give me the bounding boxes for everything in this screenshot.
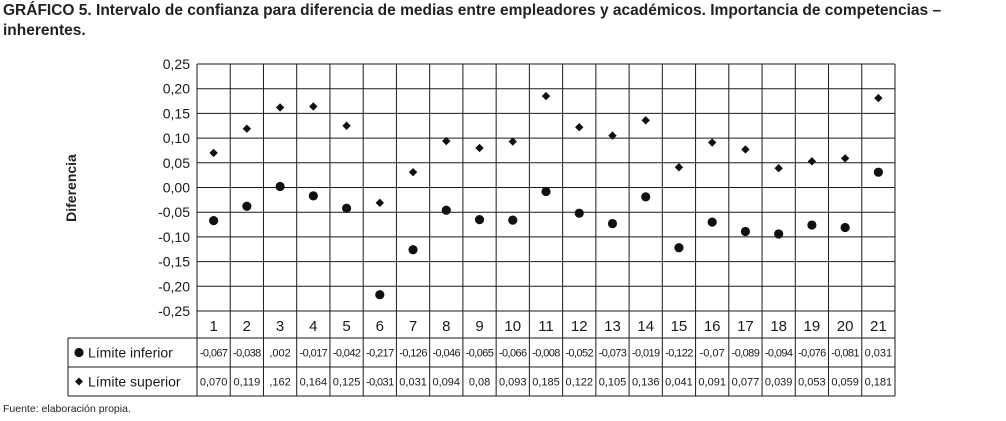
legend-label: Límite inferior bbox=[88, 344, 173, 361]
table-cell-value: 0,091 bbox=[698, 376, 726, 389]
table-cell-value: 0,093 bbox=[498, 376, 527, 389]
x-tick-label: 4 bbox=[309, 318, 318, 335]
y-tick-label: -0,05 bbox=[158, 204, 190, 221]
y-tick-label: 0,15 bbox=[162, 105, 190, 122]
x-tick-label: 19 bbox=[803, 318, 821, 335]
data-point-inferior bbox=[408, 245, 417, 254]
x-tick-label: 20 bbox=[836, 318, 854, 335]
table-cell-value: 0,136 bbox=[631, 376, 660, 389]
table-cell-value: -0,07 bbox=[699, 347, 725, 360]
data-point-superior bbox=[808, 157, 816, 165]
table-cell-value: 0,039 bbox=[764, 376, 793, 389]
x-tick-label: 8 bbox=[442, 318, 451, 335]
data-point-inferior bbox=[807, 220, 816, 229]
y-tick-label: 0,05 bbox=[162, 154, 190, 171]
y-tick-label: 0,00 bbox=[162, 179, 190, 196]
x-tick-label: 3 bbox=[275, 318, 285, 335]
data-point-inferior bbox=[608, 219, 617, 228]
legend-marker-superior bbox=[75, 378, 83, 386]
y-tick-label: -0,10 bbox=[158, 228, 190, 245]
x-tick-label: 10 bbox=[504, 318, 522, 335]
data-point-inferior bbox=[541, 187, 550, 196]
table-cell-value: 0,122 bbox=[565, 376, 594, 389]
table-cell-value: 0,185 bbox=[532, 376, 560, 389]
x-tick-label: 21 bbox=[870, 318, 887, 335]
x-tick-label: 12 bbox=[570, 318, 588, 335]
table-cell-value: 0,059 bbox=[831, 376, 859, 389]
data-point-inferior bbox=[209, 216, 218, 225]
data-point-superior bbox=[841, 154, 849, 162]
data-point-inferior bbox=[475, 215, 484, 224]
x-tick-label: 6 bbox=[375, 318, 384, 335]
y-tick-label: 0,20 bbox=[162, 80, 190, 97]
table-cell-value: -0,031 bbox=[366, 376, 394, 389]
data-point-superior bbox=[874, 94, 882, 102]
data-point-superior bbox=[675, 163, 683, 171]
table-cell-value: -0,066 bbox=[498, 347, 527, 360]
table-cell-value: 0,094 bbox=[432, 376, 461, 389]
table-cell-value: -0,065 bbox=[465, 347, 494, 360]
y-axis-label: Diferencia bbox=[63, 154, 79, 222]
data-points bbox=[209, 92, 883, 299]
data-point-inferior bbox=[342, 204, 351, 213]
data-point-superior bbox=[243, 125, 251, 133]
data-point-superior bbox=[409, 168, 417, 176]
y-tick-label: -0,25 bbox=[158, 303, 190, 319]
y-tick-label: -0,20 bbox=[158, 278, 190, 295]
y-tick-label: 0,10 bbox=[162, 130, 190, 147]
x-tick-label: 5 bbox=[342, 318, 351, 335]
x-tick-label: 7 bbox=[408, 318, 418, 335]
data-point-superior bbox=[309, 102, 317, 110]
x-tick-label: 15 bbox=[670, 318, 688, 335]
table-cell-value: -0,067 bbox=[199, 347, 228, 360]
table-cell-value: -0,038 bbox=[233, 347, 261, 360]
table-cell-value: -0,076 bbox=[798, 347, 826, 360]
x-tick-label: 9 bbox=[475, 318, 484, 335]
data-point-inferior bbox=[375, 290, 384, 299]
x-tick-label: 14 bbox=[637, 318, 655, 335]
data-table bbox=[68, 318, 895, 396]
table-cell-value: 0,181 bbox=[864, 376, 893, 389]
data-point-superior bbox=[575, 123, 583, 131]
data-point-inferior bbox=[575, 209, 584, 218]
table-cell-value: -0,052 bbox=[565, 347, 594, 360]
table-cell-value: 0,164 bbox=[299, 376, 328, 389]
data-point-superior bbox=[209, 149, 217, 157]
table-cell-value: 0,077 bbox=[731, 376, 760, 389]
data-point-inferior bbox=[275, 182, 284, 191]
data-point-superior bbox=[741, 145, 749, 153]
data-point-superior bbox=[708, 138, 716, 146]
data-point-inferior bbox=[508, 216, 517, 225]
x-tick-label: 16 bbox=[703, 318, 721, 335]
x-tick-label: 1 bbox=[209, 318, 218, 335]
data-point-superior bbox=[376, 199, 384, 207]
data-point-superior bbox=[642, 116, 650, 124]
table-cell-value: -0,094 bbox=[764, 347, 793, 360]
table-cell-value: -0,046 bbox=[432, 347, 461, 360]
table-cell-value: 0,08 bbox=[468, 376, 491, 389]
table-cell-value: 0,105 bbox=[598, 376, 627, 389]
legend-label: Límite superior bbox=[88, 373, 181, 390]
table-cell-value: -0,042 bbox=[332, 347, 361, 360]
data-point-superior bbox=[342, 122, 350, 130]
x-tick-label: 11 bbox=[538, 318, 554, 335]
table-cell-value: -0,008 bbox=[532, 347, 560, 360]
table-cell-value: 0,053 bbox=[798, 376, 826, 389]
table-cell-value: 0,031 bbox=[864, 347, 893, 360]
data-point-inferior bbox=[774, 229, 783, 238]
legend-marker-inferior bbox=[74, 348, 83, 357]
chart-title: GRÁFICO 5. Intervalo de confianza para diferencia de medias entre empleadores y académicos. Importancia de competencias – inherentes. bbox=[3, 2, 942, 39]
x-tick-label: 13 bbox=[604, 318, 621, 335]
data-point-superior bbox=[542, 92, 550, 100]
data-point-superior bbox=[774, 164, 782, 172]
data-point-inferior bbox=[874, 168, 883, 177]
y-axis bbox=[158, 56, 190, 319]
data-point-inferior bbox=[442, 206, 451, 215]
data-point-inferior bbox=[841, 223, 850, 232]
table-cell-value: 0,070 bbox=[199, 376, 228, 389]
table-cell-value: -0,089 bbox=[731, 347, 760, 360]
plot-grid bbox=[197, 64, 895, 396]
source-note: Fuente: elaboración propia. bbox=[3, 403, 131, 415]
table-cell-value: 0,041 bbox=[665, 376, 693, 389]
data-point-superior bbox=[276, 103, 284, 111]
data-point-inferior bbox=[708, 217, 717, 226]
data-point-inferior bbox=[641, 192, 650, 201]
y-tick-label: 0,25 bbox=[162, 56, 190, 72]
table-cell-value: ,162 bbox=[269, 376, 291, 389]
data-point-inferior bbox=[309, 191, 318, 200]
table-cell-value: ,002 bbox=[269, 347, 291, 360]
data-point-inferior bbox=[242, 202, 251, 211]
table-cell-value: 0,125 bbox=[332, 376, 361, 389]
table-cell-value: -0,217 bbox=[366, 347, 394, 360]
table-cell-value: -0,081 bbox=[831, 347, 859, 360]
table-cell-value: -0,073 bbox=[598, 347, 627, 360]
data-point-superior bbox=[475, 144, 483, 152]
table-cell-value: -0,126 bbox=[399, 347, 427, 360]
data-point-inferior bbox=[674, 243, 683, 252]
x-tick-label: 2 bbox=[242, 318, 252, 335]
table-cell-value: -0,122 bbox=[665, 347, 693, 360]
x-tick-label: 18 bbox=[770, 318, 788, 335]
data-point-superior bbox=[509, 137, 517, 145]
table-cell-value: -0,019 bbox=[631, 347, 660, 360]
data-point-inferior bbox=[741, 227, 750, 236]
x-tick-label: 17 bbox=[737, 318, 754, 335]
table-cell-value: -0,017 bbox=[299, 347, 328, 360]
table-cell-value: 0,119 bbox=[233, 376, 261, 389]
y-tick-label: -0,15 bbox=[158, 253, 190, 270]
table-cell-value: 0,031 bbox=[399, 376, 427, 389]
